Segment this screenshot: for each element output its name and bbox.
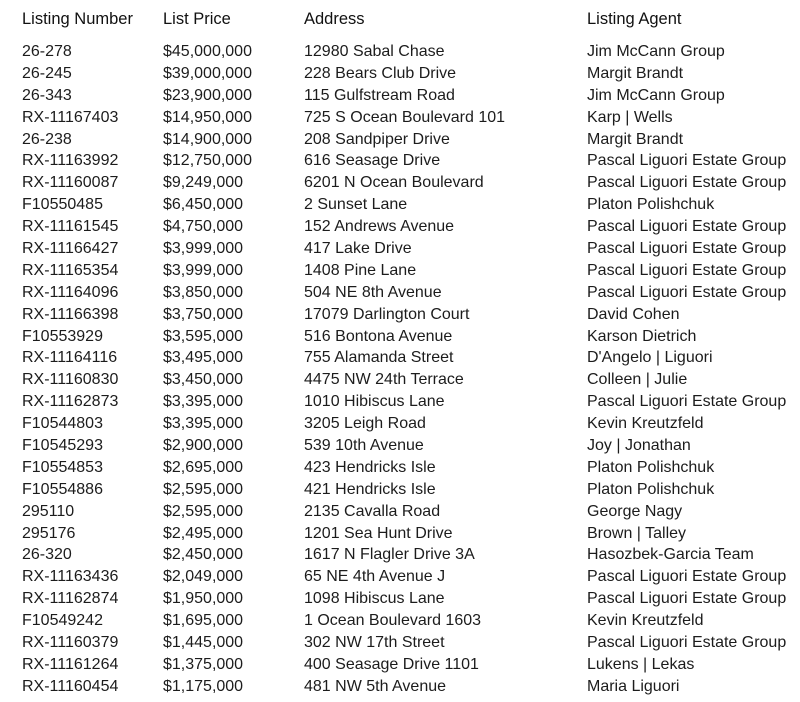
cell-list-price: $3,395,000 bbox=[163, 393, 244, 411]
table-row bbox=[0, 654, 800, 676]
cell-address: 1617 N Flagler Drive 3A bbox=[304, 546, 475, 564]
cell-listing-number: 26-320 bbox=[22, 546, 72, 564]
cell-list-price: $2,495,000 bbox=[163, 524, 244, 542]
cell-address: 2 Sunset Lane bbox=[304, 196, 408, 214]
cell-address: 17079 Darlington Court bbox=[304, 305, 470, 323]
table-row bbox=[0, 566, 800, 588]
cell-listing-number: RX-11164116 bbox=[22, 349, 118, 367]
cell-address: 65 NE 4th Avenue J bbox=[304, 568, 446, 586]
cell-list-price: $2,450,000 bbox=[163, 546, 244, 564]
cell-listing-agent: Pascal Liguori Estate Group bbox=[587, 152, 787, 170]
table-row bbox=[0, 129, 800, 151]
table-row bbox=[0, 85, 800, 107]
cell-listing-number: F10550485 bbox=[22, 196, 103, 214]
cell-listing-agent: Pascal Liguori Estate Group bbox=[587, 590, 787, 608]
cell-address: 4475 NW 24th Terrace bbox=[304, 371, 464, 389]
table-row bbox=[0, 107, 800, 129]
table-row bbox=[0, 63, 800, 85]
cell-list-price: $9,249,000 bbox=[163, 174, 244, 192]
cell-address: 302 NW 17th Street bbox=[304, 634, 445, 652]
cell-listing-number: RX-11166398 bbox=[22, 305, 119, 323]
cell-listing-number: 26-238 bbox=[22, 130, 72, 148]
table-body bbox=[0, 41, 800, 698]
cell-listing-number: F10554886 bbox=[22, 480, 103, 498]
table-row bbox=[0, 523, 800, 545]
table-row bbox=[0, 391, 800, 413]
cell-list-price: $1,375,000 bbox=[163, 655, 244, 673]
cell-list-price: $3,595,000 bbox=[163, 327, 244, 345]
cell-listing-agent: Pascal Liguori Estate Group bbox=[587, 218, 787, 236]
cell-address: 423 Hendricks Isle bbox=[304, 458, 436, 476]
cell-list-price: $1,695,000 bbox=[163, 612, 244, 630]
cell-list-price: $39,000,000 bbox=[163, 64, 252, 82]
cell-listing-number: RX-11162874 bbox=[22, 590, 119, 608]
cell-listing-number: F10554853 bbox=[22, 458, 103, 476]
cell-address: 115 Gulfstream Road bbox=[304, 86, 455, 104]
cell-listing-number: F10545293 bbox=[22, 437, 103, 455]
table-row bbox=[0, 282, 800, 304]
cell-listing-number: F10549242 bbox=[22, 612, 103, 630]
cell-address: 516 Bontona Avenue bbox=[304, 327, 453, 345]
cell-listing-number: RX-11160830 bbox=[22, 371, 119, 389]
table-row bbox=[0, 479, 800, 501]
cell-listing-number: 26-343 bbox=[22, 86, 72, 104]
cell-listing-number: RX-11166427 bbox=[22, 240, 119, 258]
table-row bbox=[0, 304, 800, 326]
cell-address: 2135 Cavalla Road bbox=[304, 502, 441, 520]
table-row bbox=[0, 501, 800, 523]
cell-listing-agent: Jim McCann Group bbox=[587, 43, 725, 60]
cell-list-price: $2,595,000 bbox=[163, 480, 244, 498]
cell-address: 725 S Ocean Boulevard 101 bbox=[304, 108, 506, 126]
cell-listing-agent: Platon Polishchuk bbox=[587, 480, 715, 498]
header-address: Address bbox=[304, 10, 365, 28]
table-row bbox=[0, 347, 800, 369]
cell-listing-number: RX-11164096 bbox=[22, 283, 119, 301]
table-row bbox=[0, 326, 800, 348]
cell-list-price: $23,900,000 bbox=[163, 86, 252, 104]
cell-list-price: $2,695,000 bbox=[163, 458, 244, 476]
cell-list-price: $2,049,000 bbox=[163, 568, 244, 586]
cell-listing-agent: Margit Brandt bbox=[587, 64, 684, 82]
table-row bbox=[0, 260, 800, 282]
cell-listing-number: F10553929 bbox=[22, 327, 103, 345]
cell-list-price: $3,495,000 bbox=[163, 349, 244, 367]
cell-listing-agent: Joy | Jonathan bbox=[587, 437, 691, 455]
cell-listing-agent: Karson Dietrich bbox=[587, 327, 697, 345]
table-row bbox=[0, 435, 800, 457]
cell-listing-number: RX-11160379 bbox=[22, 634, 119, 652]
table-row bbox=[0, 413, 800, 435]
cell-list-price: $1,445,000 bbox=[163, 634, 244, 652]
table-row bbox=[0, 457, 800, 479]
cell-address: 616 Seasage Drive bbox=[304, 152, 441, 170]
cell-listing-number: RX-11163436 bbox=[22, 568, 119, 586]
cell-listing-number: 295110 bbox=[22, 502, 75, 520]
cell-listing-number: RX-11162873 bbox=[22, 393, 119, 411]
cell-address: 3205 Leigh Road bbox=[304, 415, 426, 433]
table-row bbox=[0, 150, 800, 172]
cell-listing-number: RX-11161545 bbox=[22, 218, 119, 236]
cell-address: 400 Seasage Drive 1101 bbox=[304, 655, 479, 673]
cell-listing-agent: Hasozbek-Garcia Team bbox=[587, 546, 754, 564]
cell-address: 1098 Hibiscus Lane bbox=[304, 590, 445, 608]
cell-listing-number: 295176 bbox=[22, 524, 76, 542]
cell-address: 421 Hendricks Isle bbox=[304, 480, 436, 498]
cell-address: 1201 Sea Hunt Drive bbox=[304, 524, 453, 542]
cell-list-price: $3,850,000 bbox=[163, 283, 244, 301]
cell-listing-number: RX-11165354 bbox=[22, 261, 119, 279]
cell-listing-agent: Lukens | Lekas bbox=[587, 655, 695, 673]
header-list-price: List Price bbox=[163, 10, 231, 28]
cell-address: 481 NW 5th Avenue bbox=[304, 677, 447, 695]
cell-listing-number: RX-11167403 bbox=[22, 108, 119, 126]
cell-listing-agent: D'Angelo | Liguori bbox=[587, 349, 713, 367]
cell-list-price: $14,950,000 bbox=[163, 108, 252, 126]
cell-address: 1 Ocean Boulevard 1603 bbox=[304, 612, 482, 630]
cell-list-price: $2,900,000 bbox=[163, 437, 244, 455]
table-row bbox=[0, 194, 800, 216]
cell-address: 417 Lake Drive bbox=[304, 240, 412, 258]
cell-listing-agent: Pascal Liguori Estate Group bbox=[587, 568, 787, 586]
cell-listing-number: F10544803 bbox=[22, 415, 103, 433]
cell-address: 1010 Hibiscus Lane bbox=[304, 393, 445, 411]
cell-list-price: $14,900,000 bbox=[163, 130, 252, 148]
cell-listing-agent: Maria Liguori bbox=[587, 677, 680, 695]
table-header bbox=[0, 8, 800, 30]
cell-listing-agent: Pascal Liguori Estate Group bbox=[587, 634, 787, 652]
table-row bbox=[0, 544, 800, 566]
cell-list-price: $3,999,000 bbox=[163, 261, 244, 279]
table-row bbox=[0, 41, 800, 63]
cell-list-price: $2,595,000 bbox=[163, 502, 244, 520]
cell-list-price: $6,450,000 bbox=[163, 196, 244, 214]
cell-listing-agent: Pascal Liguori Estate Group bbox=[587, 261, 787, 279]
cell-address: 504 NE 8th Avenue bbox=[304, 283, 442, 301]
cell-listing-agent: Colleen | Julie bbox=[587, 371, 688, 389]
table-row bbox=[0, 632, 800, 654]
cell-list-price: $1,950,000 bbox=[163, 590, 244, 608]
cell-listing-number: RX-11160087 bbox=[22, 174, 119, 192]
table-row bbox=[0, 610, 800, 632]
cell-list-price: $3,750,000 bbox=[163, 305, 244, 323]
table-row bbox=[0, 238, 800, 260]
cell-listing-number: 26-245 bbox=[22, 64, 72, 82]
cell-listing-agent: Pascal Liguori Estate Group bbox=[587, 283, 787, 301]
cell-list-price: $3,999,000 bbox=[163, 240, 244, 258]
cell-listing-agent: Jim McCann Group bbox=[587, 86, 725, 104]
cell-list-price: $3,395,000 bbox=[163, 415, 244, 433]
table-row bbox=[0, 676, 800, 698]
cell-listing-agent: Pascal Liguori Estate Group bbox=[587, 393, 787, 411]
table-row bbox=[0, 216, 800, 238]
cell-address: 6201 N Ocean Boulevard bbox=[304, 174, 484, 192]
cell-listing-agent: Kevin Kreutzfeld bbox=[587, 612, 704, 630]
cell-address: 1408 Pine Lane bbox=[304, 261, 417, 279]
cell-listing-number: RX-11163992 bbox=[22, 152, 119, 170]
header-listing-number: Listing Number bbox=[22, 10, 133, 28]
cell-list-price: $45,000,000 bbox=[163, 43, 252, 60]
cell-list-price: $4,750,000 bbox=[163, 218, 244, 236]
cell-listing-number: RX-11161264 bbox=[22, 655, 119, 673]
cell-list-price: $1,175,000 bbox=[163, 677, 244, 695]
cell-address: 12980 Sabal Chase bbox=[304, 43, 445, 60]
table-row bbox=[0, 172, 800, 194]
cell-listing-agent: Karp | Wells bbox=[587, 108, 673, 126]
header-listing-agent: Listing Agent bbox=[587, 10, 682, 28]
cell-listing-agent: Pascal Liguori Estate Group bbox=[587, 240, 787, 258]
cell-listing-number: 26-278 bbox=[22, 43, 72, 60]
cell-listing-agent: Platon Polishchuk bbox=[587, 458, 715, 476]
cell-address: 228 Bears Club Drive bbox=[304, 64, 457, 82]
table-row bbox=[0, 369, 800, 391]
cell-listing-agent: David Cohen bbox=[587, 305, 680, 323]
cell-listing-agent: Pascal Liguori Estate Group bbox=[587, 174, 787, 192]
cell-address: 152 Andrews Avenue bbox=[304, 218, 455, 236]
cell-listing-agent: Brown | Talley bbox=[587, 524, 687, 542]
cell-address: 208 Sandpiper Drive bbox=[304, 130, 450, 148]
cell-listing-number: RX-11160454 bbox=[22, 677, 119, 695]
table-row bbox=[0, 588, 800, 610]
cell-listing-agent: Kevin Kreutzfeld bbox=[587, 415, 704, 433]
cell-list-price: $3,450,000 bbox=[163, 371, 244, 389]
cell-listing-agent: George Nagy bbox=[587, 502, 683, 520]
cell-address: 755 Alamanda Street bbox=[304, 349, 454, 367]
cell-listing-agent: Margit Brandt bbox=[587, 130, 684, 148]
cell-list-price: $12,750,000 bbox=[163, 152, 252, 170]
cell-address: 539 10th Avenue bbox=[304, 437, 424, 455]
cell-listing-agent: Platon Polishchuk bbox=[587, 196, 715, 214]
